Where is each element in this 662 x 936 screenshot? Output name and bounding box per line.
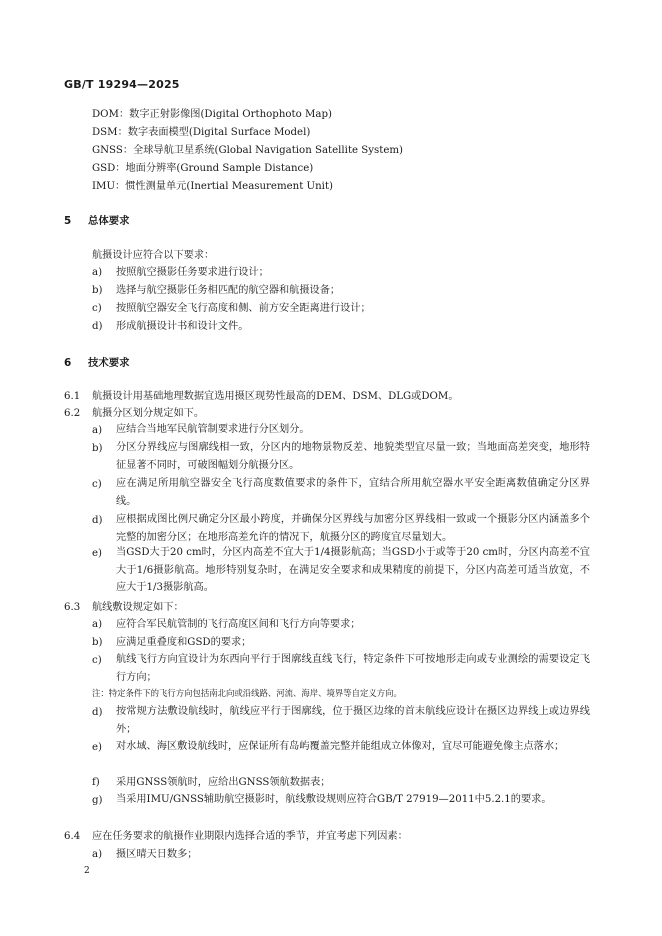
note: 注：特定条件下的飞行方向包括南北向或沿线路、河流、海岸、境界等自定义方向。 <box>92 688 402 698</box>
clause-text: 航线敷设规定如下： <box>92 602 184 613</box>
abbr-dom: DOM：数字正射影像图(Digital Orthophoto Map) <box>92 109 332 120</box>
item-text: 按常规方法敷设航线时，航线应平行于图廓线，位于摄区边缘的首末航线应设计在摄区边界线上或边界线外； <box>116 706 590 735</box>
clause-number: 6.1 <box>64 391 81 402</box>
item-text: 按照航空摄影任务要求进行设计； <box>116 267 269 278</box>
item-mark: b) <box>92 637 103 648</box>
item-mark: e) <box>92 742 103 753</box>
item-mark: a) <box>92 849 103 860</box>
page-number: 2 <box>84 866 90 876</box>
item-mark: c) <box>92 479 102 490</box>
item-mark: b) <box>92 443 103 454</box>
item-text: 形成航摄设计书和设计文件。 <box>116 321 249 332</box>
item-text: 选择与航空摄影任务相匹配的航空器和航摄设备； <box>116 285 341 296</box>
item-text: 应结合当地军民航管制要求进行分区划分。 <box>116 424 310 435</box>
item-mark: f) <box>92 777 100 788</box>
clause-number: 6.2 <box>64 408 81 419</box>
abbr-gnss: GNSS：全球导航卫星系统(Global Navigation Satellite System) <box>92 145 404 156</box>
item-mark: c) <box>92 655 102 666</box>
item-mark: d) <box>92 515 103 526</box>
item-text: 应满足重叠度和GSD的要求； <box>116 637 252 648</box>
abbr-gsd: GSD：地面分辨率(Ground Sample Distance) <box>92 163 314 174</box>
item-mark: c) <box>92 303 102 314</box>
item-mark: a) <box>92 619 103 630</box>
abbr-dsm: DSM：数字表面模型(Digital Surface Model) <box>92 127 311 138</box>
section-6-number: 6 <box>64 357 72 369</box>
item-mark: d) <box>92 707 103 718</box>
section-5-heading <box>64 212 130 227</box>
item-mark: a) <box>92 267 103 278</box>
section-5-intro: 航摄设计应符合以下要求： <box>92 250 215 261</box>
item-mark: g) <box>92 795 103 806</box>
item-text: 采用GNSS领航时，应给出GNSS领航数据表； <box>116 777 331 788</box>
item-text: 航线飞行方向宜设计为东西向平行于图廓线直线飞行，特定条件下可按地形走向或专业测绘的需要设定飞行方向； <box>116 654 590 683</box>
clause-text: 应在任务要求的航摄作业期限内选择合适的季节，并宜考虑下列因素： <box>92 831 408 842</box>
item-text: 摄区晴天日数多； <box>116 849 198 860</box>
item-text: 当GSD大于20 cm时，分区内高差不宜大于1/4摄影航高；当GSD小于或等于20 cm时，分区内高差不宜大于1/6摄影航高。地形特别复杂时，在满足安全要求和成果精度的前提下，分区内高差可适当放宽，不应大于1/3摄影航高。 <box>116 547 590 593</box>
standard-header: GB/T 19294—2025 <box>64 78 180 91</box>
item-mark: d) <box>92 321 103 332</box>
clause-text: 航摄分区划分规定如下。 <box>92 408 205 419</box>
item-text: 应符合军民航管制的飞行高度区间和飞行方向等要求； <box>116 619 361 630</box>
abbr-imu: IMU：惯性测量单元(Inertial Measurement Unit) <box>92 181 334 192</box>
item-mark: b) <box>92 285 103 296</box>
item-mark: e) <box>92 548 103 559</box>
item-text: 分区分界线应与图廓线相一致，分区内的地物景物反差、地貌类型宜尽量一致；当地面高差突变，地形特征显著不同时，可破图幅划分航摄分区。 <box>116 442 590 471</box>
item-text: 应根据成图比例尺确定分区最小跨度，并确保分区界线与加密分区界线相一致或一个摄影分区内涵盖多个完整的加密分区；在地形高差允许的情况下，航摄分区的跨度宜尽量划大。 <box>116 514 590 543</box>
section-6-title: 技术要求 <box>88 357 130 369</box>
item-text: 对水域、海区敷设航线时，应保证所有岛屿覆盖完整并能组成立体像对，宜尽可能避免像主点落水； <box>116 741 565 752</box>
clause-number: 6.4 <box>64 831 81 842</box>
item-mark: a) <box>92 425 103 436</box>
item-text: 按照航空器安全飞行高度和侧、前方安全距离进行设计； <box>116 303 371 314</box>
section-5-number: 5 <box>64 215 72 227</box>
section-5-title: 总体要求 <box>88 215 130 227</box>
item-text: 当采用IMU/GNSS辅助航空摄影时，航线敷设规则应符合GB/T 27919—2011中5.2.1的要求。 <box>116 794 552 805</box>
section-6-heading <box>64 354 130 369</box>
item-text: 应在满足所用航空器安全飞行高度数值要求的条件下，宜结合所用航空器水平安全距离数值确定分区界线。 <box>116 478 590 507</box>
clause-text: 航摄设计用基础地理数据宜选用摄区现势性最高的DEM、DSM、DLG或DOM。 <box>92 391 459 402</box>
clause-number: 6.3 <box>64 602 81 613</box>
